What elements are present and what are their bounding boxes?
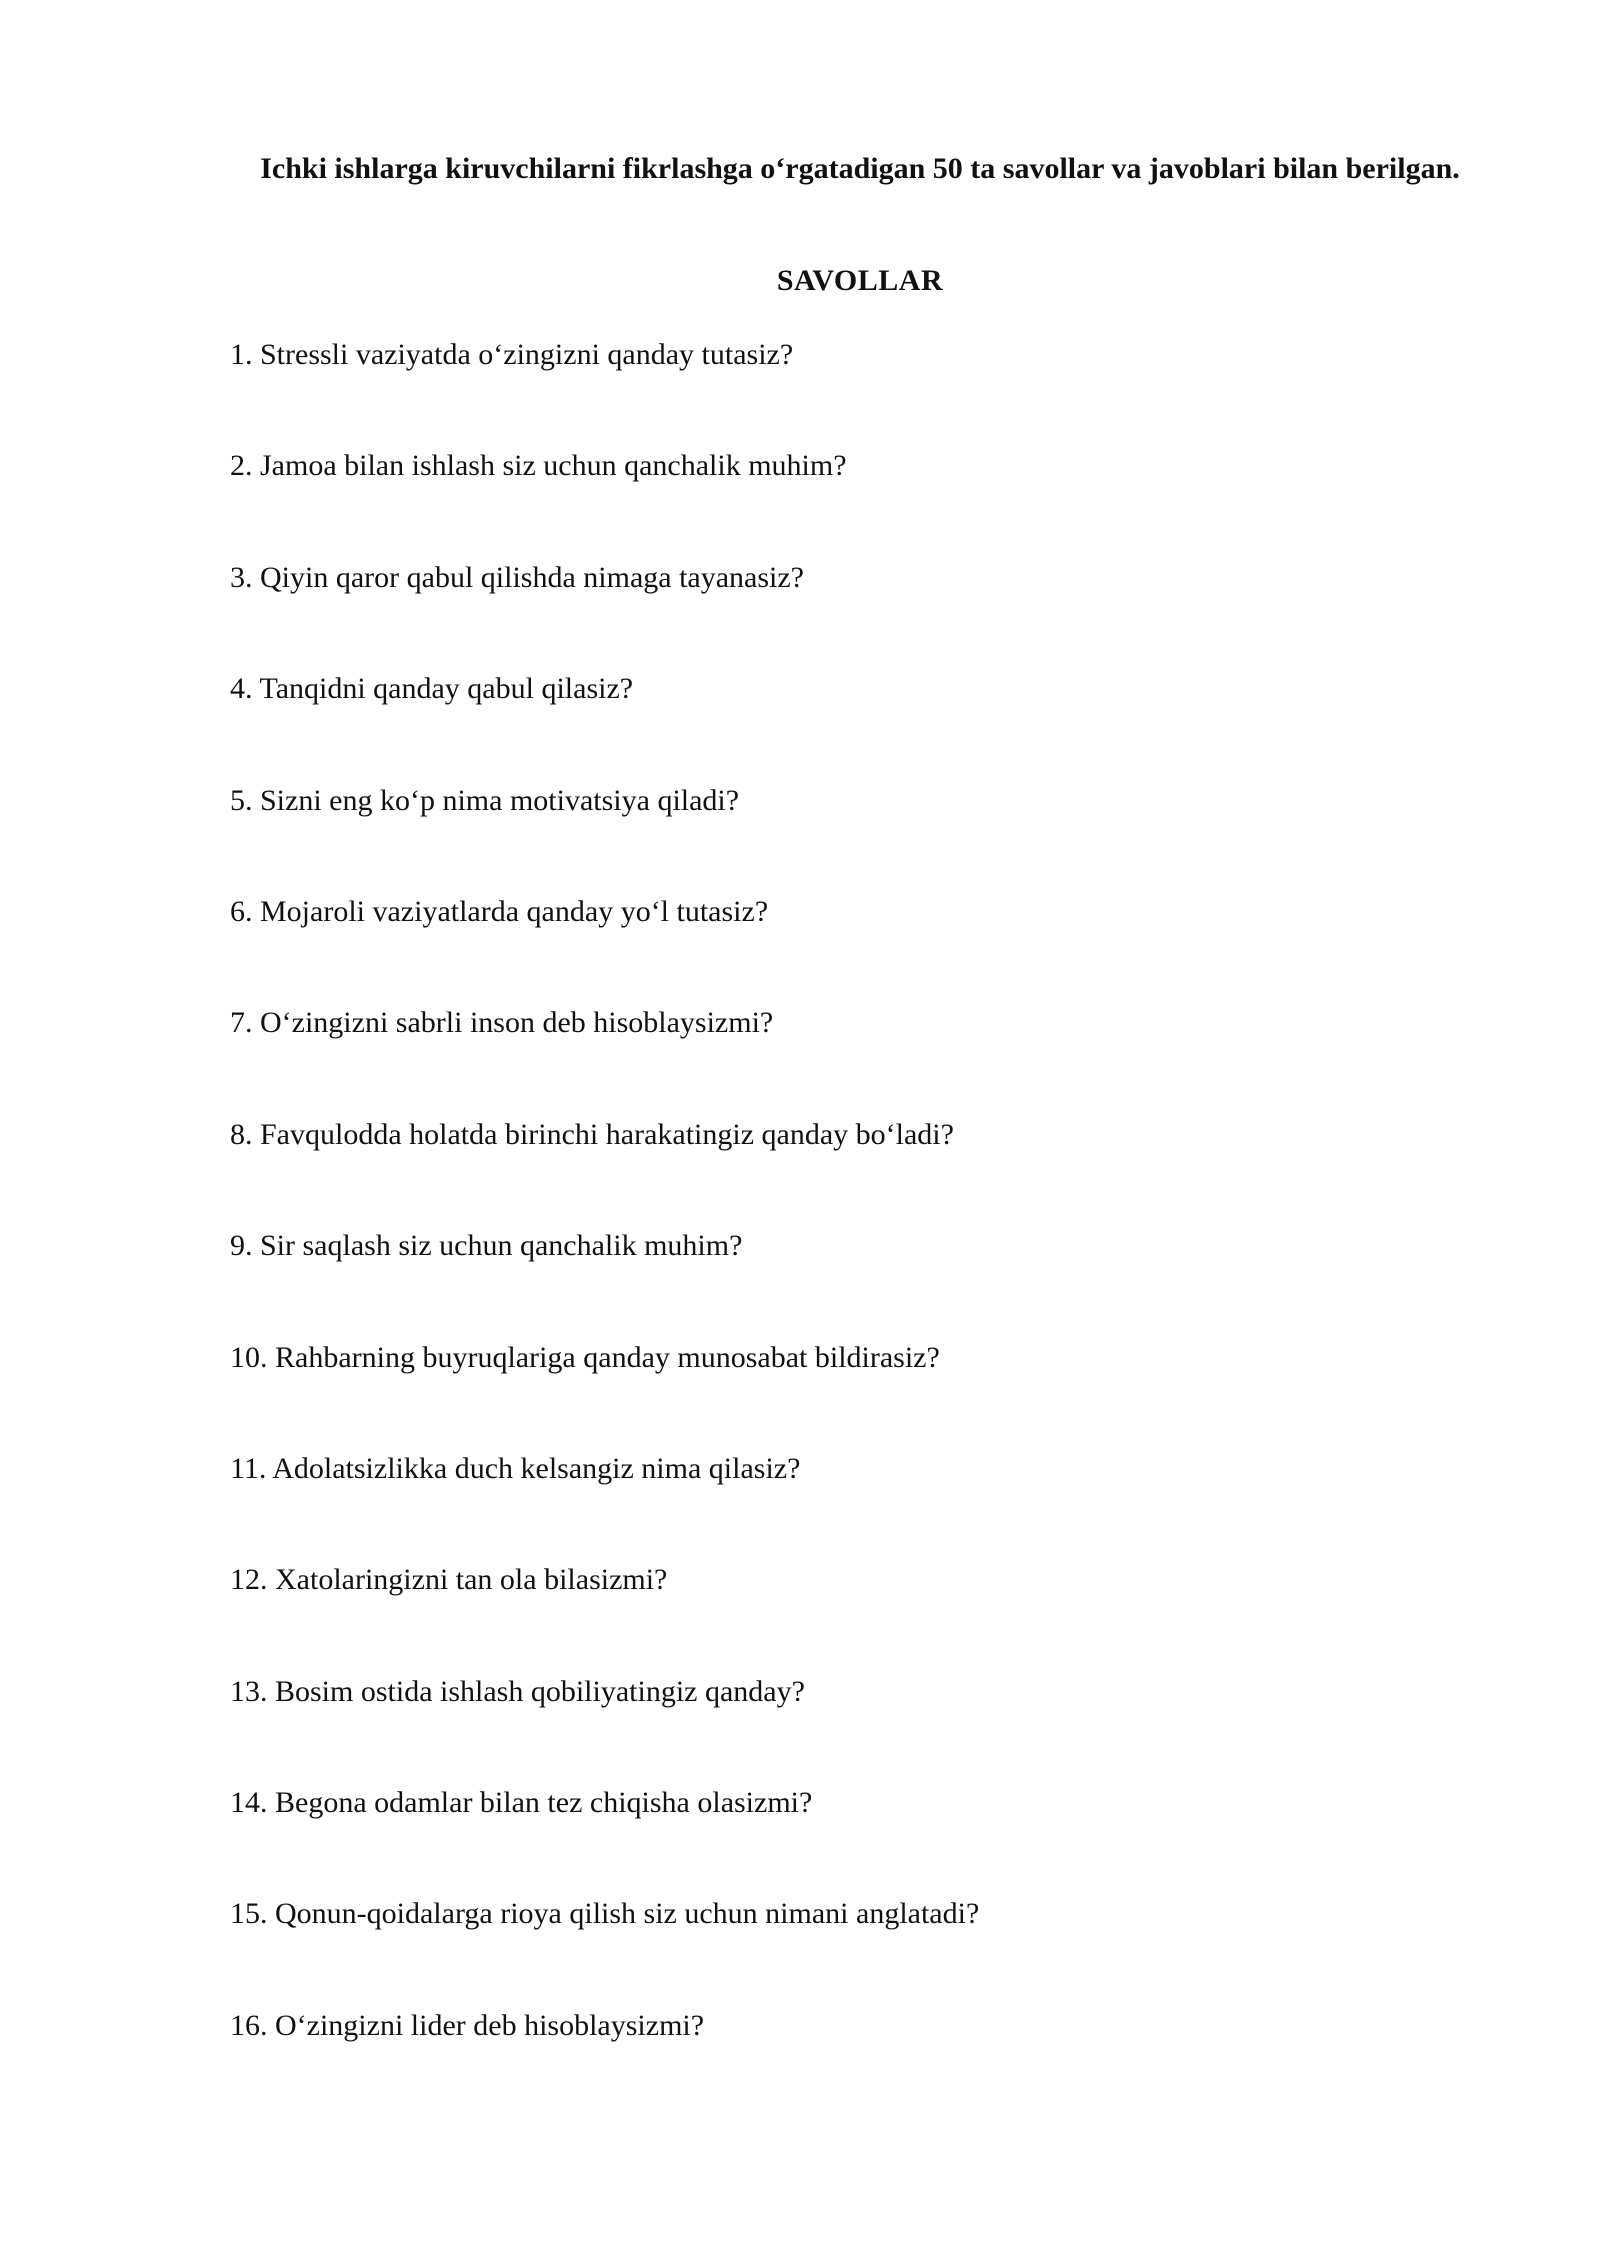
- question-item: 7. O‘zingizni sabrli inson deb hisoblaysizmi?: [230, 1006, 774, 1040]
- question-item: 9. Sir saqlash siz uchun qanchalik muhim?: [230, 1229, 743, 1263]
- section-heading: SAVOLLAR: [776, 264, 944, 297]
- question-item: 12. Xatolaringizni tan ola bilasizmi?: [230, 1563, 668, 1597]
- question-item: 10. Rahbarning buyruqlariga qanday munosabat bildirasiz?: [230, 1340, 940, 1374]
- question-item: 1. Stressli vaziyatda o‘zingizni qanday tutasiz?: [230, 338, 794, 371]
- question-list: [230, 336, 1490, 2118]
- question-item: 14. Begona odamlar bilan tez chiqisha olasizmi?: [230, 1786, 813, 1820]
- document-title: Ichki ishlarga kiruvchilarni fikrlashga o‘rgatadigan 50 ta savollar va javoblari bilan berilgan.: [260, 152, 1460, 185]
- question-item: 11. Adolatsizlikka duch kelsangiz nima qilasiz?: [230, 1451, 801, 1485]
- question-item: 6. Mojaroli vaziyatlarda qanday yo‘l tutasiz?: [230, 894, 769, 928]
- question-item: 15. Qonun-qoidalarga rioya qilish siz uchun nimani anglatadi?: [230, 1897, 980, 1931]
- question-item: 5. Sizni eng ko‘p nima motivatsiya qiladi?: [230, 783, 740, 817]
- question-item: 13. Bosim ostida ishlash qobiliyatingiz qanday?: [230, 1674, 805, 1708]
- question-item: 2. Jamoa bilan ishlash siz uchun qanchalik muhim?: [230, 449, 847, 483]
- question-item: 8. Favqulodda holatda birinchi harakatingiz qanday bo‘ladi?: [230, 1117, 954, 1151]
- question-item: 4. Tanqidni qanday qabul qilasiz?: [230, 672, 634, 706]
- question-item: 3. Qiyin qaror qabul qilishda nimaga tayanasiz?: [230, 560, 804, 594]
- question-item: 16. O‘zingizni lider deb hisoblaysizmi?: [230, 2008, 705, 2042]
